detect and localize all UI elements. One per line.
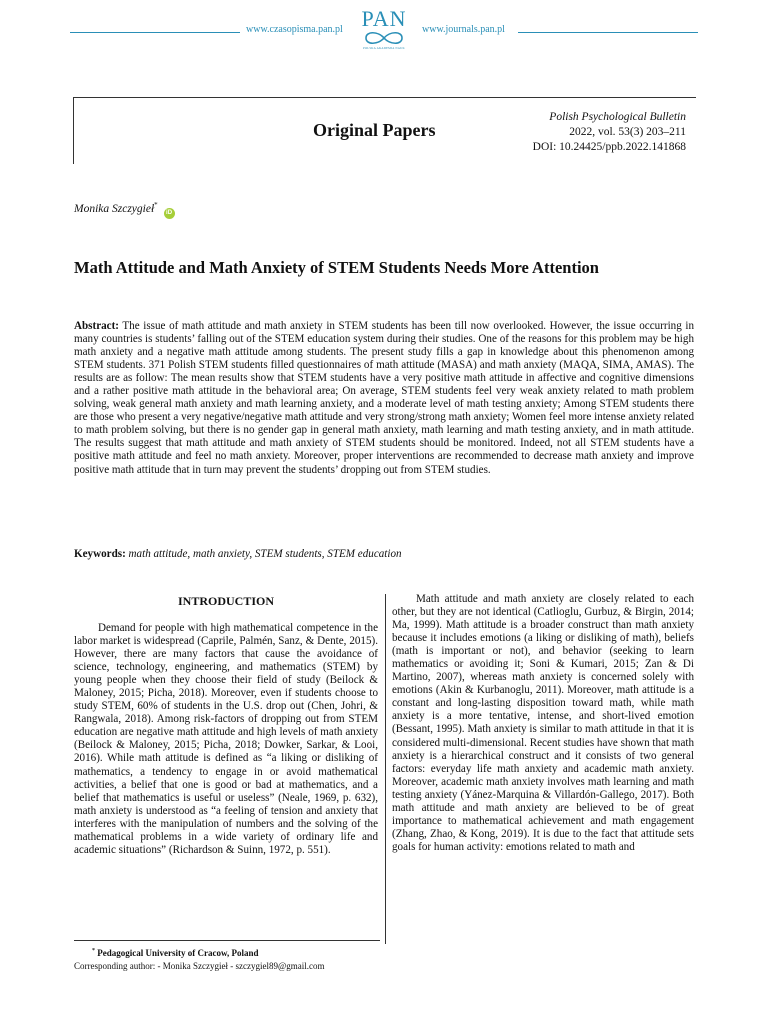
banner-rule-right: [518, 32, 698, 33]
author-name: Monika Szczygieł: [74, 202, 155, 215]
article-header-box: [73, 97, 696, 164]
pan-logo-subtext: POLSKA AKADEMIA NAUK: [363, 46, 405, 50]
section-label: Original Papers: [313, 120, 436, 140]
footnote: [74, 945, 324, 973]
abstract: [74, 320, 694, 477]
banner-url-left[interactable]: www.czasopisma.pan.pl: [246, 24, 343, 35]
orcid-icon[interactable]: iD: [164, 208, 175, 219]
left-column: [74, 622, 378, 857]
pan-logo-text: PAN: [361, 6, 407, 31]
journal-name: Polish Psychological Bulletin: [549, 111, 686, 123]
author-line: [74, 201, 175, 219]
keywords-text: math attitude, math anxiety, STEM students, STEM education: [128, 548, 402, 560]
article-doi[interactable]: DOI: 10.24425/ppb.2022.141868: [532, 141, 686, 153]
introduction-heading: INTRODUCTION: [177, 594, 274, 608]
column-divider: [385, 594, 386, 944]
journal-volume: 2022, vol. 53(3) 203–211: [569, 126, 686, 138]
keywords-label: Keywords:: [74, 548, 126, 560]
corresponding-author: Corresponding author: - Monika Szczygieł - szczygiel89@gmail.com: [74, 961, 325, 971]
right-column: [392, 593, 694, 854]
footnote-rule: [74, 940, 380, 941]
journal-banner: [70, 8, 698, 54]
footnote-affiliation: Pedagogical University of Cracow, Poland: [97, 948, 259, 958]
banner-url-right[interactable]: www.journals.pan.pl: [422, 24, 505, 35]
footnote-marker: *: [92, 948, 95, 954]
intro-paragraph-right: Math attitude and math anxiety are closely related to each other, but they are not identical (Catlioglu, Gurbuz, & Birgin, 2014; Ma, 1999). Math attitude is a broader construct than math anxiety because it includes emotions (a liking or disliking of math), beliefs (math is important or not), and behavior (seeking to learn mathematics or avoiding it; Soni & Kumari, 2015; Zan & Di Martino, 2007), whereas math anxiety is concerned solely with emotions (Akin & Kurbanoglu, 2011). Moreover, math attitude is a constant and long-lasting disposition toward math, while math anxiety is a more tentative, intense, and short-lived emotion (Bessant, 1995). Math anxiety is similar to math attitude in that it is considered multi-dimensional. Recent studies have shown that math anxiety is a hierarchical construct and it consists of two general factors: everyday life math anxiety and academic math anxiety. Moreover, academic math anxiety involves math learning and math testing anxiety (Yánez-Marquina & Villardón-Gallego, 2017). Both math attitude and math anxiety are believed to be of great importance to mathematical achievement and math engagement (Zhang, Zhao, & Kong, 2019). It is due to the fact that attitude sets goals for human activity: emotions related to math and: [392, 593, 694, 853]
keywords: [74, 548, 694, 560]
abstract-text: The issue of math attitude and math anxiety in STEM students has been till now overlooked. However, the issue occurring in many countries is students’ falling out of the STEM education system during their studies. One of the reasons for this problem may be high math anxiety and a negative math attitude among students. The present study fills a gap in knowledge about this phenomenon among STEM students. 371 Polish STEM students filled questionnaires of math attitude (MASA) and math anxiety (MAQA, SIMA, AMAS). The results are as follow: The mean results show that STEM students have a very positive math attitude in affective and cognitive dimensions and a rather positive math attitude in the behavioral area; On average, STEM students feel very weak anxiety related to math problem solving, weak general math anxiety and math learning anxiety, and a moderate level of math testing anxiety; Among STEM students there are those who present a very negative/negative math attitude and very strong/strong math anxiety; Women feel more intense anxiety related to math problem solving, but there is no gender gap in general math anxiety, math learning and math testing anxiety, and in math attitude. The results suggest that math attitude and math anxiety of STEM students should be monitored. Indeed, not all STEM students have a positive math attitude and feel no math anxiety. Moreover, proper interventions are recommended to decrease math anxiety and improve positive math attitude that in turn may prevent the students’ dropping out from STEM studies.: [74, 320, 694, 476]
intro-paragraph-left: Demand for people with high mathematical competence in the labor market is widespread (Caprile, Palmén, Sanz, & Dente, 2015). However, there are many factors that cause the avoidance of science, technology, engineering, and mathematics (STEM) by young people when they choose their field of study (Beilock & Maloney, 2015; Picha, 2018). Moreover, even if students choose to study STEM, 60% of students in the U.S. drop out (Chen, Johri, & Rangwala, 2018). Among risk-factors of dropping out from STEM education are negative math attitude and high levels of math anxiety (Beilock & Maloney, 2015; Picha, 2018; Dowker, Sarkar, & Looi, 2016). While math attitude is defined as “a liking or disliking of mathematics, a tendency to engage in or avoid mathematical activities, a belief that one is good or bad at mathematics, and a belief that mathematics is useful or useless” (Neale, 1969, p. 632), math anxiety is understood as “a feeling of tension and anxiety that interferes with the manipulation of numbers and the solving of the mathematical problems in a wide variety of ordinary life and academic situations” (Richardson & Suinn, 1972, p. 551).: [74, 622, 378, 856]
banner-rule-left: [70, 32, 240, 33]
journal-info: [533, 110, 686, 155]
infinity-icon: [354, 30, 414, 46]
footnote-affiliation-line: [74, 945, 324, 960]
pan-logo: [352, 8, 416, 54]
author-marker: *: [154, 201, 158, 209]
abstract-label: Abstract:: [74, 320, 119, 332]
article-title: Math Attitude and Math Anxiety of STEM Students Needs More Attention: [74, 258, 599, 277]
